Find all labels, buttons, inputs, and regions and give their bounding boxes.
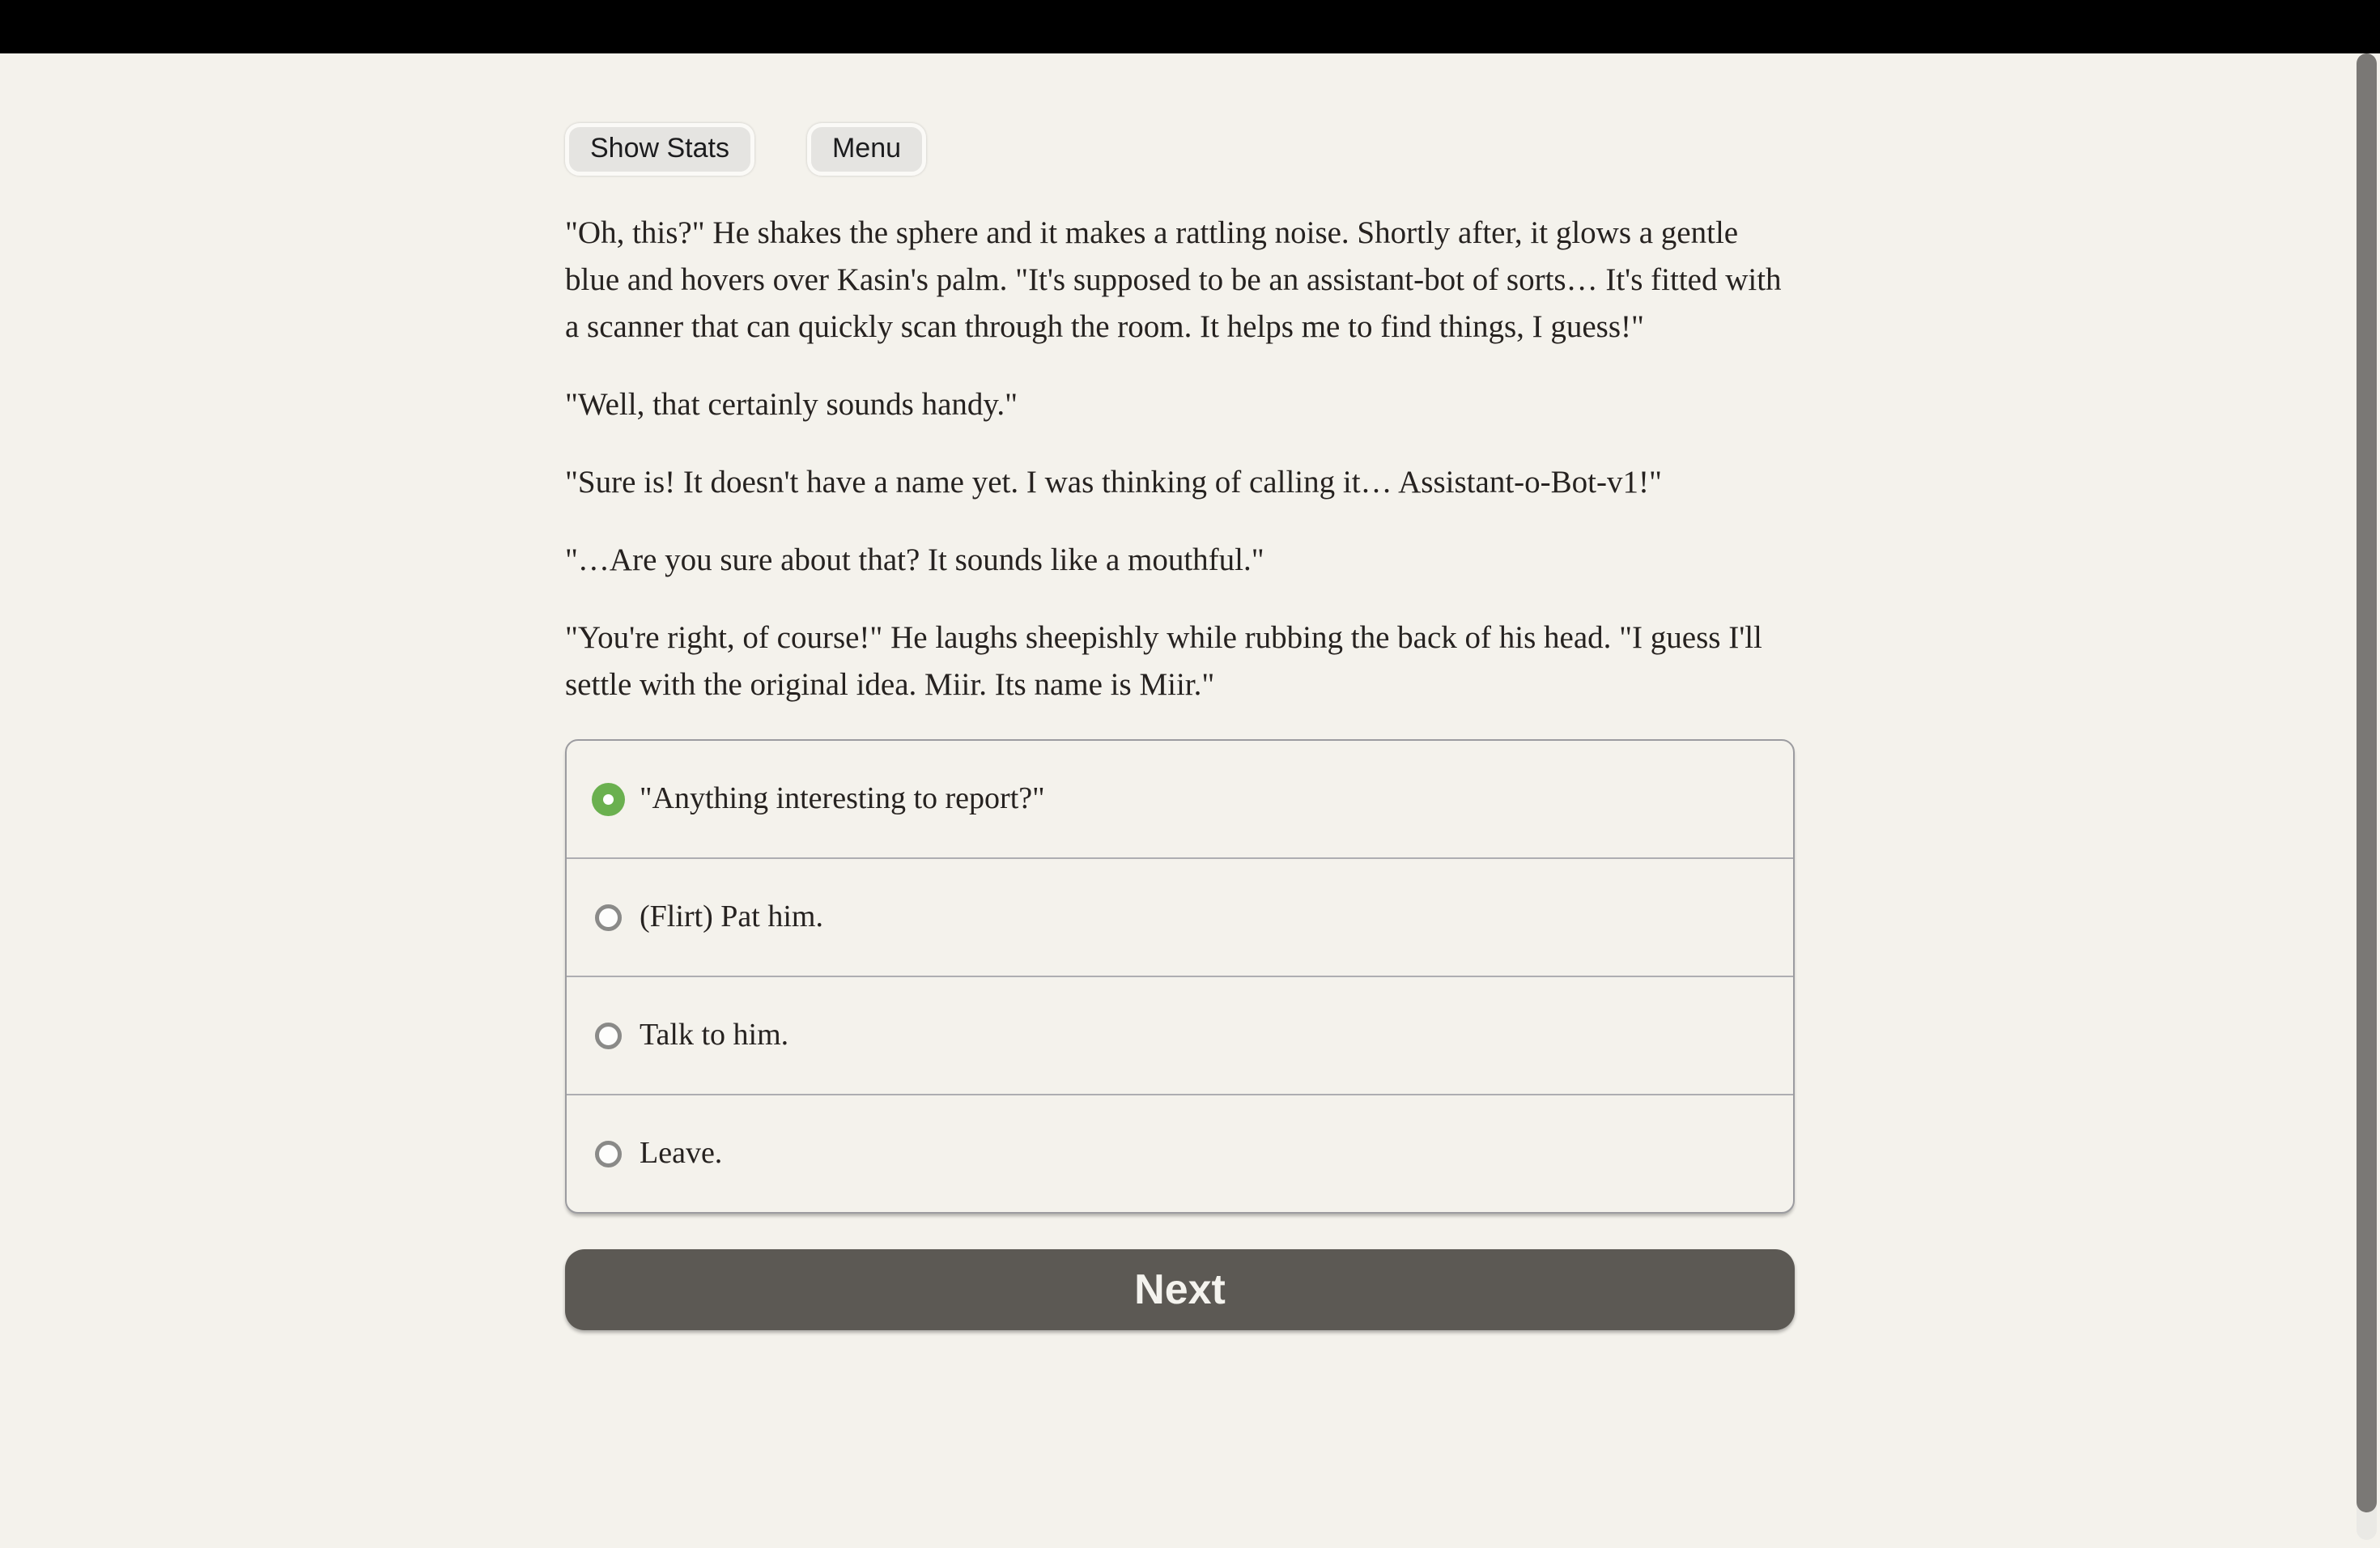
radio-wrap — [591, 1137, 625, 1171]
toolbar — [565, 123, 1795, 176]
radio-wrap — [591, 782, 625, 816]
show-stats-button[interactable]: Show Stats — [565, 123, 754, 176]
content-column — [565, 53, 1795, 1330]
choice-group — [565, 739, 1795, 1214]
story-paragraph: "…Are you sure about that? It sounds like a mouthful." — [565, 542, 1264, 577]
story-paragraph: "Oh, this?" He shakes the sphere and it makes a rattling noise. Shortly after, it glows a gentle blue and hovers over Kasin's palm. "It's supposed to be an assistant-bot of sorts… It's fitted with a scanner that can quickly scan through the room. It helps me to find things, I guess!" — [565, 215, 1782, 344]
radio-icon[interactable] — [595, 1141, 622, 1167]
story-paragraph: "Well, that certainly sounds handy." — [565, 387, 1018, 422]
top-bar — [0, 0, 2380, 53]
choice-label: Leave. — [640, 1136, 723, 1171]
radio-icon[interactable] — [595, 904, 622, 931]
radio-selected-icon[interactable] — [592, 783, 625, 816]
radio-icon[interactable] — [595, 1023, 622, 1049]
radio-wrap — [591, 1019, 625, 1053]
menu-button[interactable]: Menu — [807, 123, 926, 176]
choice-option-talk[interactable] — [567, 977, 1793, 1095]
story-paragraph: "Sure is! It doesn't have a name yet. I was thinking of calling it… Assistant-o-Bot-v1!" — [565, 465, 1662, 500]
scrollbar-thumb[interactable] — [2357, 53, 2377, 1512]
choice-label: (Flirt) Pat him. — [640, 899, 823, 934]
story-paragraph: "You're right, of course!" He laughs sheepishly while rubbing the back of his head. "I guess I'll settle with the original idea. Miir. Its name is Miir." — [565, 620, 1762, 702]
scrollbar — [2357, 53, 2377, 1540]
next-button[interactable]: Next — [565, 1249, 1795, 1330]
choice-label: "Anything interesting to report?" — [640, 781, 1045, 816]
choice-option-report[interactable] — [567, 741, 1793, 859]
radio-wrap — [591, 900, 625, 934]
choice-label: Talk to him. — [640, 1018, 789, 1053]
story-text — [565, 210, 1795, 708]
choice-option-flirt-pat[interactable] — [567, 859, 1793, 977]
choice-option-leave[interactable] — [567, 1095, 1793, 1212]
